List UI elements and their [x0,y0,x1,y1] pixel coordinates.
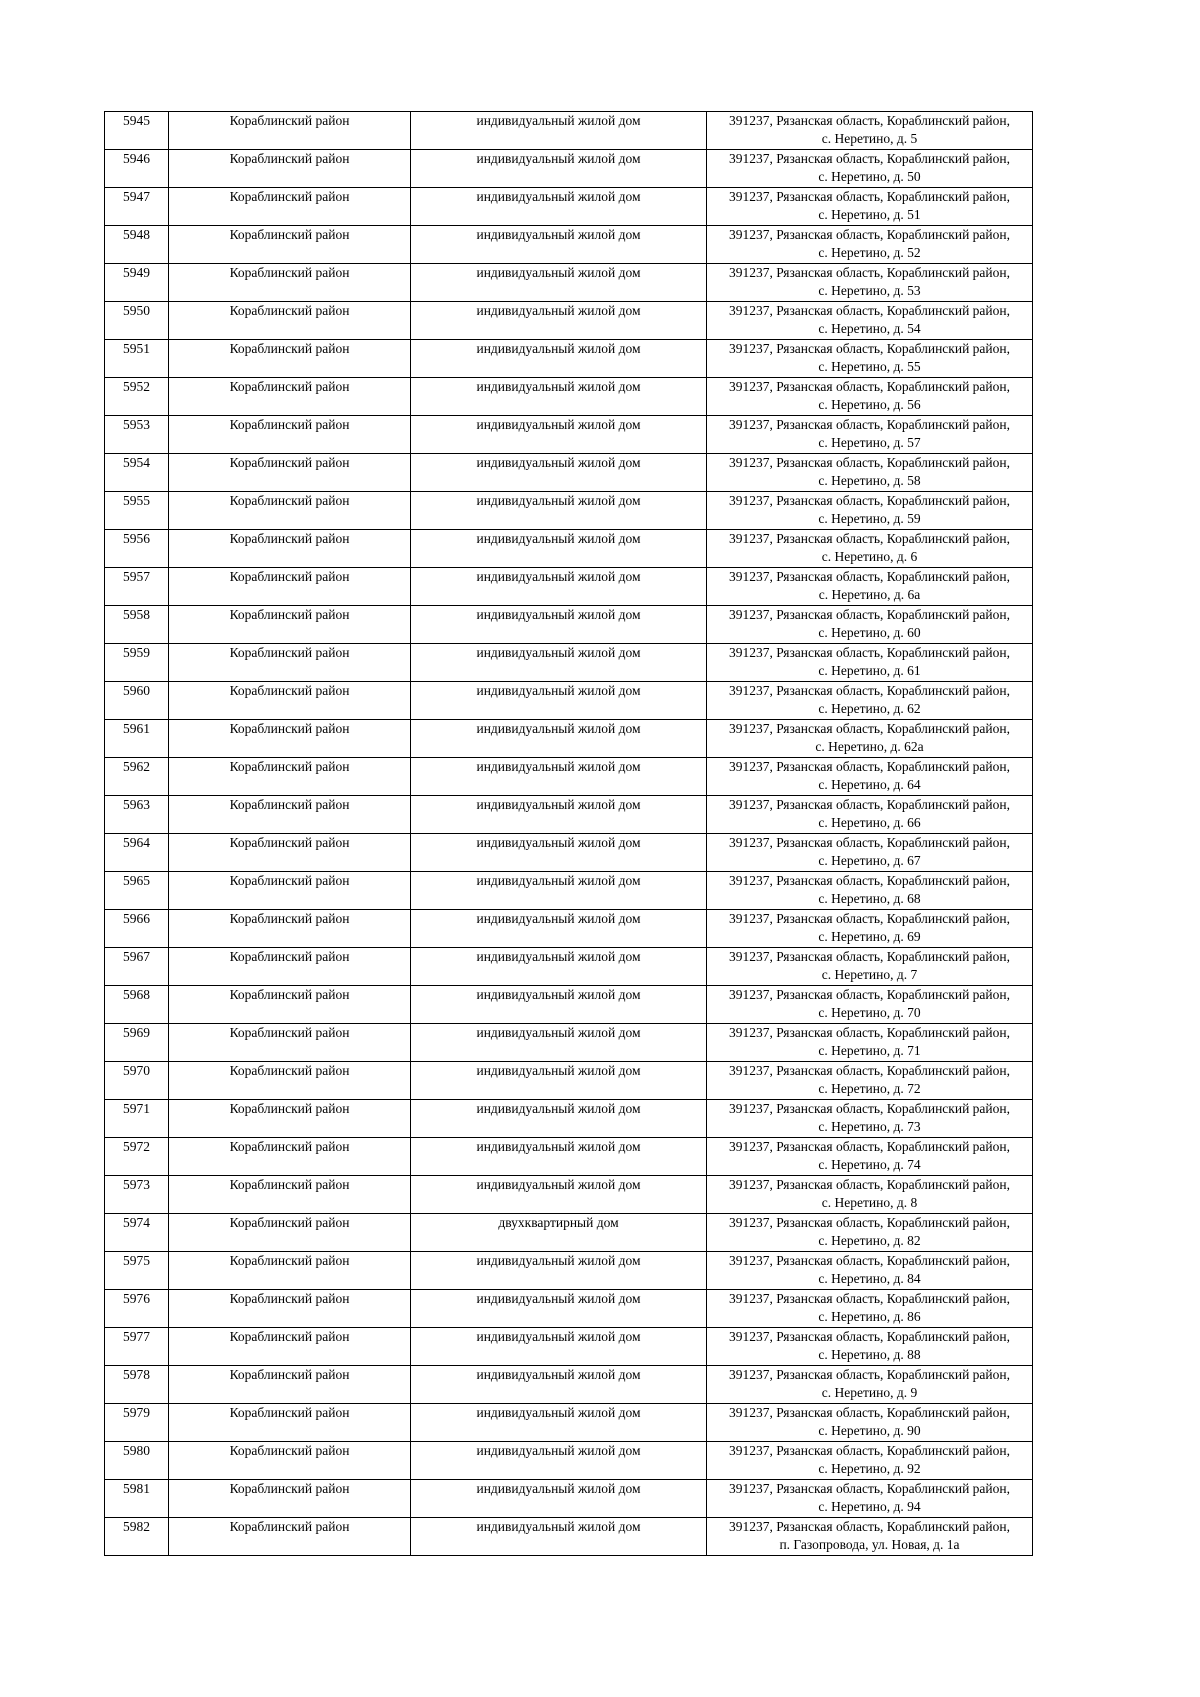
address-line-1: 391237, Рязанская область, Кораблинский район, [729,1177,1010,1192]
table-row [105,1366,1033,1404]
district-cell: Кораблинский район [169,492,411,530]
address-line-2: с. Неретино, д. 68 [818,891,921,906]
row-number-cell: 5978 [105,1366,169,1404]
address-line-1: 391237, Рязанская область, Кораблинский район, [729,797,1010,812]
row-number-cell: 5976 [105,1290,169,1328]
district-cell: Кораблинский район [169,1176,411,1214]
address-cell [707,682,1033,720]
address-line-1: 391237, Рязанская область, Кораблинский район, [729,1025,1010,1040]
object-type-cell: индивидуальный жилой дом [411,720,707,758]
table-row [105,1518,1033,1556]
table-row [105,302,1033,340]
address-line-2: с. Неретино, д. 58 [818,473,921,488]
table-row [105,1328,1033,1366]
row-number-cell: 5975 [105,1252,169,1290]
object-type-cell: индивидуальный жилой дом [411,1404,707,1442]
address-line-1: 391237, Рязанская область, Кораблинский район, [729,531,1010,546]
address-cell [707,606,1033,644]
object-type-cell: индивидуальный жилой дом [411,340,707,378]
district-cell: Кораблинский район [169,834,411,872]
address-line-2: с. Неретино, д. 51 [818,207,921,222]
address-line-2: с. Неретино, д. 7 [821,967,918,982]
row-number-cell: 5980 [105,1442,169,1480]
row-number-cell: 5964 [105,834,169,872]
district-cell: Кораблинский район [169,910,411,948]
object-type-cell: индивидуальный жилой дом [411,986,707,1024]
address-cell [707,1328,1033,1366]
district-cell: Кораблинский район [169,530,411,568]
object-type-cell: индивидуальный жилой дом [411,302,707,340]
district-cell: Кораблинский район [169,758,411,796]
address-line-1: 391237, Рязанская область, Кораблинский район, [729,569,1010,584]
address-cell [707,1404,1033,1442]
address-cell [707,720,1033,758]
address-cell [707,416,1033,454]
address-line-2: п. Газопровода, ул. Новая, д. 1а [779,1537,960,1552]
address-cell [707,1214,1033,1252]
district-cell: Кораблинский район [169,1290,411,1328]
object-type-cell: индивидуальный жилой дом [411,1062,707,1100]
address-line-1: 391237, Рязанская область, Кораблинский район, [729,455,1010,470]
address-line-2: с. Неретино, д. 62 [818,701,921,716]
address-line-1: 391237, Рязанская область, Кораблинский район, [729,835,1010,850]
district-cell: Кораблинский район [169,948,411,986]
object-type-cell: индивидуальный жилой дом [411,872,707,910]
district-cell: Кораблинский район [169,1480,411,1518]
object-type-cell: индивидуальный жилой дом [411,1366,707,1404]
address-line-2: с. Неретино, д. 71 [818,1043,921,1058]
object-type-cell: индивидуальный жилой дом [411,1442,707,1480]
address-line-2: с. Неретино, д. 53 [818,283,921,298]
address-line-1: 391237, Рязанская область, Кораблинский район, [729,303,1010,318]
object-type-cell: индивидуальный жилой дом [411,568,707,606]
row-number-cell: 5956 [105,530,169,568]
object-type-cell: индивидуальный жилой дом [411,758,707,796]
address-cell [707,872,1033,910]
object-type-cell: индивидуальный жилой дом [411,1290,707,1328]
district-cell: Кораблинский район [169,1442,411,1480]
address-line-2: с. Неретино, д. 90 [818,1423,921,1438]
address-line-2: с. Неретино, д. 50 [818,169,921,184]
district-cell: Кораблинский район [169,1328,411,1366]
table-row [105,1404,1033,1442]
district-cell: Кораблинский район [169,986,411,1024]
table-row [105,454,1033,492]
district-cell: Кораблинский район [169,1366,411,1404]
address-cell [707,948,1033,986]
address-line-2: с. Неретино, д. 8 [821,1195,918,1210]
object-type-cell: индивидуальный жилой дом [411,1100,707,1138]
table-row [105,188,1033,226]
address-cell [707,1442,1033,1480]
district-cell: Кораблинский район [169,644,411,682]
row-number-cell: 5982 [105,1518,169,1556]
row-number-cell: 5946 [105,150,169,188]
district-cell: Кораблинский район [169,112,411,150]
object-type-cell: индивидуальный жилой дом [411,910,707,948]
address-cell [707,302,1033,340]
row-number-cell: 5973 [105,1176,169,1214]
address-cell [707,226,1033,264]
address-line-1: 391237, Рязанская область, Кораблинский район, [729,151,1010,166]
address-line-2: с. Неретино, д. 5 [821,131,918,146]
row-number-cell: 5957 [105,568,169,606]
address-cell [707,834,1033,872]
address-line-1: 391237, Рязанская область, Кораблинский район, [729,227,1010,242]
address-line-2: с. Неретино, д. 69 [818,929,921,944]
row-number-cell: 5945 [105,112,169,150]
table-row [105,948,1033,986]
table-row [105,682,1033,720]
address-line-2: с. Неретино, д. 82 [818,1233,921,1248]
district-cell: Кораблинский район [169,378,411,416]
address-cell [707,1138,1033,1176]
row-number-cell: 5955 [105,492,169,530]
address-line-1: 391237, Рязанская область, Кораблинский район, [729,341,1010,356]
table-row [105,1290,1033,1328]
row-number-cell: 5969 [105,1024,169,1062]
address-line-2: с. Неретино, д. 6 [821,549,918,564]
district-cell: Кораблинский район [169,188,411,226]
address-line-2: с. Неретино, д. 56 [818,397,921,412]
address-cell [707,1366,1033,1404]
address-line-2: с. Неретино, д. 9 [821,1385,918,1400]
table-row [105,644,1033,682]
address-cell [707,492,1033,530]
row-number-cell: 5952 [105,378,169,416]
district-cell: Кораблинский район [169,1024,411,1062]
address-cell [707,264,1033,302]
district-cell: Кораблинский район [169,416,411,454]
row-number-cell: 5953 [105,416,169,454]
address-cell [707,530,1033,568]
object-type-cell: индивидуальный жилой дом [411,454,707,492]
housing-registry-table [104,111,1033,1556]
object-type-cell: индивидуальный жилой дом [411,188,707,226]
address-line-2: с. Неретино, д. 55 [818,359,921,374]
table-row [105,758,1033,796]
address-line-1: 391237, Рязанская область, Кораблинский район, [729,1519,1010,1534]
registry-table-body [105,112,1033,1556]
object-type-cell: индивидуальный жилой дом [411,378,707,416]
district-cell: Кораблинский район [169,1062,411,1100]
address-cell [707,1176,1033,1214]
address-cell [707,986,1033,1024]
table-row [105,1062,1033,1100]
district-cell: Кораблинский район [169,1214,411,1252]
address-line-1: 391237, Рязанская область, Кораблинский район, [729,1215,1010,1230]
row-number-cell: 5947 [105,188,169,226]
address-line-1: 391237, Рязанская область, Кораблинский район, [729,1481,1010,1496]
address-line-1: 391237, Рязанская область, Кораблинский район, [729,721,1010,736]
district-cell: Кораблинский район [169,568,411,606]
address-line-2: с. Неретино, д. 73 [818,1119,921,1134]
table-row [105,986,1033,1024]
table-row [105,378,1033,416]
address-line-2: с. Неретино, д. 6а [818,587,921,602]
district-cell: Кораблинский район [169,1404,411,1442]
address-line-2: с. Неретино, д. 74 [818,1157,921,1172]
table-row [105,1252,1033,1290]
table-row [105,492,1033,530]
table-row [105,1100,1033,1138]
object-type-cell: индивидуальный жилой дом [411,948,707,986]
table-row [105,1214,1033,1252]
row-number-cell: 5954 [105,454,169,492]
address-cell [707,758,1033,796]
district-cell: Кораблинский район [169,720,411,758]
table-row [105,568,1033,606]
object-type-cell: индивидуальный жилой дом [411,226,707,264]
table-row [105,1442,1033,1480]
address-line-1: 391237, Рязанская область, Кораблинский район, [729,379,1010,394]
district-cell: Кораблинский район [169,1100,411,1138]
address-cell [707,796,1033,834]
row-number-cell: 5958 [105,606,169,644]
table-row [105,1176,1033,1214]
address-line-2: с. Неретино, д. 57 [818,435,921,450]
row-number-cell: 5951 [105,340,169,378]
row-number-cell: 5967 [105,948,169,986]
table-row [105,340,1033,378]
address-line-1: 391237, Рязанская область, Кораблинский район, [729,987,1010,1002]
row-number-cell: 5970 [105,1062,169,1100]
address-line-1: 391237, Рязанская область, Кораблинский район, [729,911,1010,926]
row-number-cell: 5963 [105,796,169,834]
district-cell: Кораблинский район [169,1252,411,1290]
address-line-1: 391237, Рязанская область, Кораблинский район, [729,1101,1010,1116]
object-type-cell: индивидуальный жилой дом [411,492,707,530]
table-row [105,910,1033,948]
address-line-2: с. Неретино, д. 88 [818,1347,921,1362]
row-number-cell: 5948 [105,226,169,264]
address-line-2: с. Неретино, д. 61 [818,663,921,678]
object-type-cell: индивидуальный жилой дом [411,606,707,644]
address-line-1: 391237, Рязанская область, Кораблинский район, [729,1139,1010,1154]
district-cell: Кораблинский район [169,682,411,720]
address-cell [707,340,1033,378]
row-number-cell: 5960 [105,682,169,720]
district-cell: Кораблинский район [169,1518,411,1556]
row-number-cell: 5949 [105,264,169,302]
row-number-cell: 5959 [105,644,169,682]
object-type-cell: индивидуальный жилой дом [411,150,707,188]
object-type-cell: индивидуальный жилой дом [411,1176,707,1214]
address-cell [707,378,1033,416]
table-row [105,1480,1033,1518]
address-cell [707,568,1033,606]
address-line-1: 391237, Рязанская область, Кораблинский район, [729,645,1010,660]
table-row [105,416,1033,454]
object-type-cell: индивидуальный жилой дом [411,1252,707,1290]
object-type-cell: индивидуальный жилой дом [411,796,707,834]
row-number-cell: 5966 [105,910,169,948]
row-number-cell: 5950 [105,302,169,340]
table-row [105,112,1033,150]
address-line-2: с. Неретино, д. 62а [815,739,924,754]
address-cell [707,1290,1033,1328]
district-cell: Кораблинский район [169,454,411,492]
table-row [105,796,1033,834]
address-line-1: 391237, Рязанская область, Кораблинский район, [729,265,1010,280]
address-line-1: 391237, Рязанская область, Кораблинский район, [729,1405,1010,1420]
address-cell [707,150,1033,188]
object-type-cell: индивидуальный жилой дом [411,1480,707,1518]
address-cell [707,910,1033,948]
address-cell [707,644,1033,682]
address-line-2: с. Неретино, д. 66 [818,815,921,830]
district-cell: Кораблинский район [169,606,411,644]
object-type-cell: индивидуальный жилой дом [411,264,707,302]
row-number-cell: 5968 [105,986,169,1024]
address-line-1: 391237, Рязанская область, Кораблинский район, [729,1367,1010,1382]
address-line-1: 391237, Рязанская область, Кораблинский район, [729,1291,1010,1306]
row-number-cell: 5974 [105,1214,169,1252]
object-type-cell: индивидуальный жилой дом [411,416,707,454]
address-line-2: с. Неретино, д. 54 [818,321,921,336]
address-line-1: 391237, Рязанская область, Кораблинский район, [729,949,1010,964]
table-row [105,530,1033,568]
address-line-2: с. Неретино, д. 70 [818,1005,921,1020]
address-line-2: с. Неретино, д. 60 [818,625,921,640]
address-line-2: с. Неретино, д. 94 [818,1499,921,1514]
object-type-cell: индивидуальный жилой дом [411,112,707,150]
object-type-cell: индивидуальный жилой дом [411,834,707,872]
address-line-1: 391237, Рязанская область, Кораблинский район, [729,493,1010,508]
address-cell [707,1100,1033,1138]
address-line-1: 391237, Рязанская область, Кораблинский район, [729,873,1010,888]
address-line-1: 391237, Рязанская область, Кораблинский район, [729,607,1010,622]
address-line-2: с. Неретино, д. 84 [818,1271,921,1286]
address-line-2: с. Неретино, д. 72 [818,1081,921,1096]
object-type-cell: индивидуальный жилой дом [411,1328,707,1366]
address-line-1: 391237, Рязанская область, Кораблинский район, [729,1253,1010,1268]
table-row [105,264,1033,302]
row-number-cell: 5979 [105,1404,169,1442]
row-number-cell: 5972 [105,1138,169,1176]
address-line-1: 391237, Рязанская область, Кораблинский район, [729,113,1010,128]
district-cell: Кораблинский район [169,872,411,910]
address-cell [707,112,1033,150]
row-number-cell: 5962 [105,758,169,796]
district-cell: Кораблинский район [169,264,411,302]
table-row [105,1138,1033,1176]
address-cell [707,1062,1033,1100]
row-number-cell: 5961 [105,720,169,758]
object-type-cell: индивидуальный жилой дом [411,644,707,682]
district-cell: Кораблинский район [169,302,411,340]
address-line-1: 391237, Рязанская область, Кораблинский район, [729,1443,1010,1458]
address-line-2: с. Неретино, д. 92 [818,1461,921,1476]
district-cell: Кораблинский район [169,796,411,834]
row-number-cell: 5981 [105,1480,169,1518]
object-type-cell: индивидуальный жилой дом [411,1024,707,1062]
table-row [105,606,1033,644]
row-number-cell: 5971 [105,1100,169,1138]
address-line-1: 391237, Рязанская область, Кораблинский район, [729,683,1010,698]
object-type-cell: индивидуальный жилой дом [411,682,707,720]
object-type-cell: двухквартирный дом [411,1214,707,1252]
district-cell: Кораблинский район [169,340,411,378]
table-row [105,226,1033,264]
object-type-cell: индивидуальный жилой дом [411,530,707,568]
address-line-1: 391237, Рязанская область, Кораблинский район, [729,417,1010,432]
table-row [105,720,1033,758]
address-cell [707,1252,1033,1290]
table-row [105,872,1033,910]
district-cell: Кораблинский район [169,1138,411,1176]
address-line-2: с. Неретино, д. 52 [818,245,921,260]
table-row [105,150,1033,188]
address-line-2: с. Неретино, д. 67 [818,853,921,868]
table-row [105,834,1033,872]
address-cell [707,454,1033,492]
address-cell [707,1518,1033,1556]
object-type-cell: индивидуальный жилой дом [411,1518,707,1556]
address-cell [707,1024,1033,1062]
row-number-cell: 5965 [105,872,169,910]
row-number-cell: 5977 [105,1328,169,1366]
address-cell [707,188,1033,226]
address-line-2: с. Неретино, д. 59 [818,511,921,526]
address-line-2: с. Неретино, д. 86 [818,1309,921,1324]
table-row [105,1024,1033,1062]
address-line-1: 391237, Рязанская область, Кораблинский район, [729,1329,1010,1344]
district-cell: Кораблинский район [169,150,411,188]
address-cell [707,1480,1033,1518]
address-line-1: 391237, Рязанская область, Кораблинский район, [729,189,1010,204]
object-type-cell: индивидуальный жилой дом [411,1138,707,1176]
address-line-1: 391237, Рязанская область, Кораблинский район, [729,759,1010,774]
address-line-2: с. Неретино, д. 64 [818,777,921,792]
address-line-1: 391237, Рязанская область, Кораблинский район, [729,1063,1010,1078]
district-cell: Кораблинский район [169,226,411,264]
